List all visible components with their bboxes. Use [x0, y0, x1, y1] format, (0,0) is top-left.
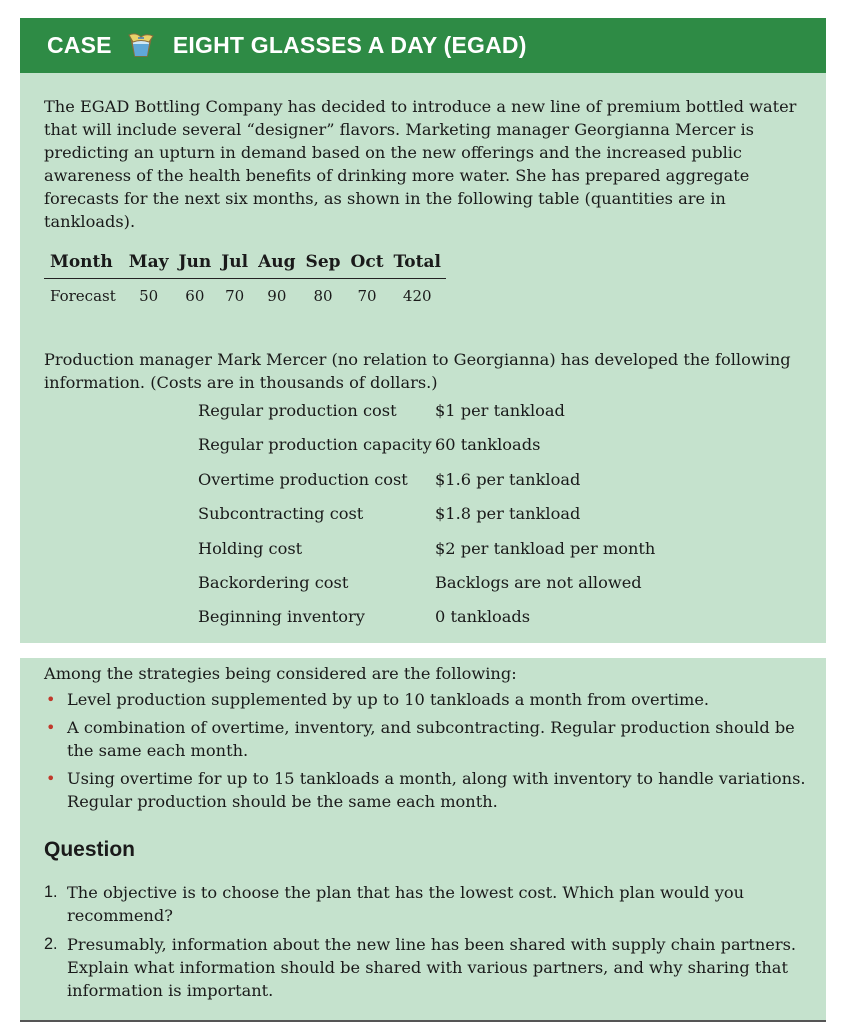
header-month: Month [44, 252, 124, 279]
strategy-text: A combination of overtime, inventory, and subcontracting. Regular production should be the same each month. [67, 718, 795, 760]
header-total: Total [389, 252, 446, 279]
case-description-panel [20, 73, 826, 643]
production-intro: Production manager Mark Mercer (no relation to Georgianna) has developed the following information. (Costs are in thousands of dollars.) [44, 350, 791, 392]
question-number: 2. [44, 935, 58, 953]
question-heading: Question [44, 838, 136, 861]
cost-value: $1.8 per tankload [435, 504, 581, 524]
header-jun: Jun [173, 252, 216, 279]
header-may: May [124, 252, 174, 279]
header-jul: Jul [216, 252, 253, 279]
cost-value: 0 tankloads [435, 607, 531, 627]
cost-label: Regular production cost [198, 401, 397, 420]
forecast-aug: 90 [267, 287, 287, 305]
forecast-total: 420 [402, 287, 432, 305]
case-label: CASE [47, 32, 112, 58]
list-item [44, 767, 814, 813]
header-sep: Sep [301, 252, 346, 279]
questions-list [44, 881, 814, 1008]
case-title: EIGHT GLASSES A DAY (EGAD) [172, 32, 527, 58]
list-item [44, 688, 814, 711]
cost-label: Subcontracting cost [198, 504, 364, 524]
bullet-icon: • [46, 718, 56, 737]
bullet-icon: • [46, 690, 56, 709]
case-title-bar [47, 18, 527, 73]
strategy-text: Level production supplemented by up to 10 tankloads a month from overtime. [67, 690, 710, 709]
cost-value: Backlogs are not allowed [435, 572, 642, 592]
cost-label: Overtime production cost [198, 469, 408, 489]
strategies-intro: Among the strategies being considered are the following: [44, 664, 517, 683]
glass-of-water-icon [126, 31, 156, 59]
forecast-table [44, 252, 446, 305]
forecast-header-row [44, 252, 446, 279]
forecast-jun: 60 [185, 287, 205, 305]
cost-value: $1.6 per tankload [435, 469, 581, 489]
question-number: 1. [44, 883, 58, 901]
forecast-oct: 70 [357, 287, 377, 305]
header-aug: Aug [253, 252, 300, 279]
cost-label: Beginning inventory [198, 607, 365, 627]
forecast-jul: 70 [225, 287, 245, 305]
cost-value: $1 per tankload [435, 401, 565, 420]
header-oct: Oct [346, 252, 389, 279]
forecast-row-label: Forecast [50, 287, 116, 305]
forecast-row [44, 279, 446, 306]
cost-label: Holding cost [198, 538, 303, 558]
cost-value: $2 per tankload per month [435, 538, 656, 558]
strategy-text: Using overtime for up to 15 tankloads a month, along with inventory to handle variations. Regular production should be the same each month. [67, 769, 806, 811]
cost-value: 60 tankloads [435, 435, 541, 455]
question-text: Presumably, information about the new line has been shared with supply chain partners. Explain what information should be shared with various partners, and why sharing that information is important. [67, 935, 797, 1000]
list-item [44, 881, 814, 927]
forecast-may: 50 [139, 287, 159, 305]
strategies-panel [20, 658, 826, 1022]
intro-paragraph: The EGAD Bottling Company has decided to introduce a new line of premium bottled water that will include several “designer” flavors. Marketing manager Georgianna Mercer is predicting an upturn in demand based on the new offerings and the increased public awareness of the health benefits of drinking more water. She has prepared aggregate forecasts for the next six months, as shown in the following table (quantities are in tankloads). [44, 97, 797, 231]
cost-label: Regular production capacity [198, 435, 432, 455]
list-item [44, 716, 814, 762]
bullet-icon: • [46, 769, 56, 788]
question-text: The objective is to choose the plan that has the lowest cost. Which plan would you recommend? [67, 883, 745, 925]
case-header [20, 18, 826, 73]
forecast-sep: 80 [313, 287, 333, 305]
strategies-list [44, 688, 814, 818]
list-item [44, 933, 814, 1002]
cost-label: Backordering cost [198, 572, 349, 592]
